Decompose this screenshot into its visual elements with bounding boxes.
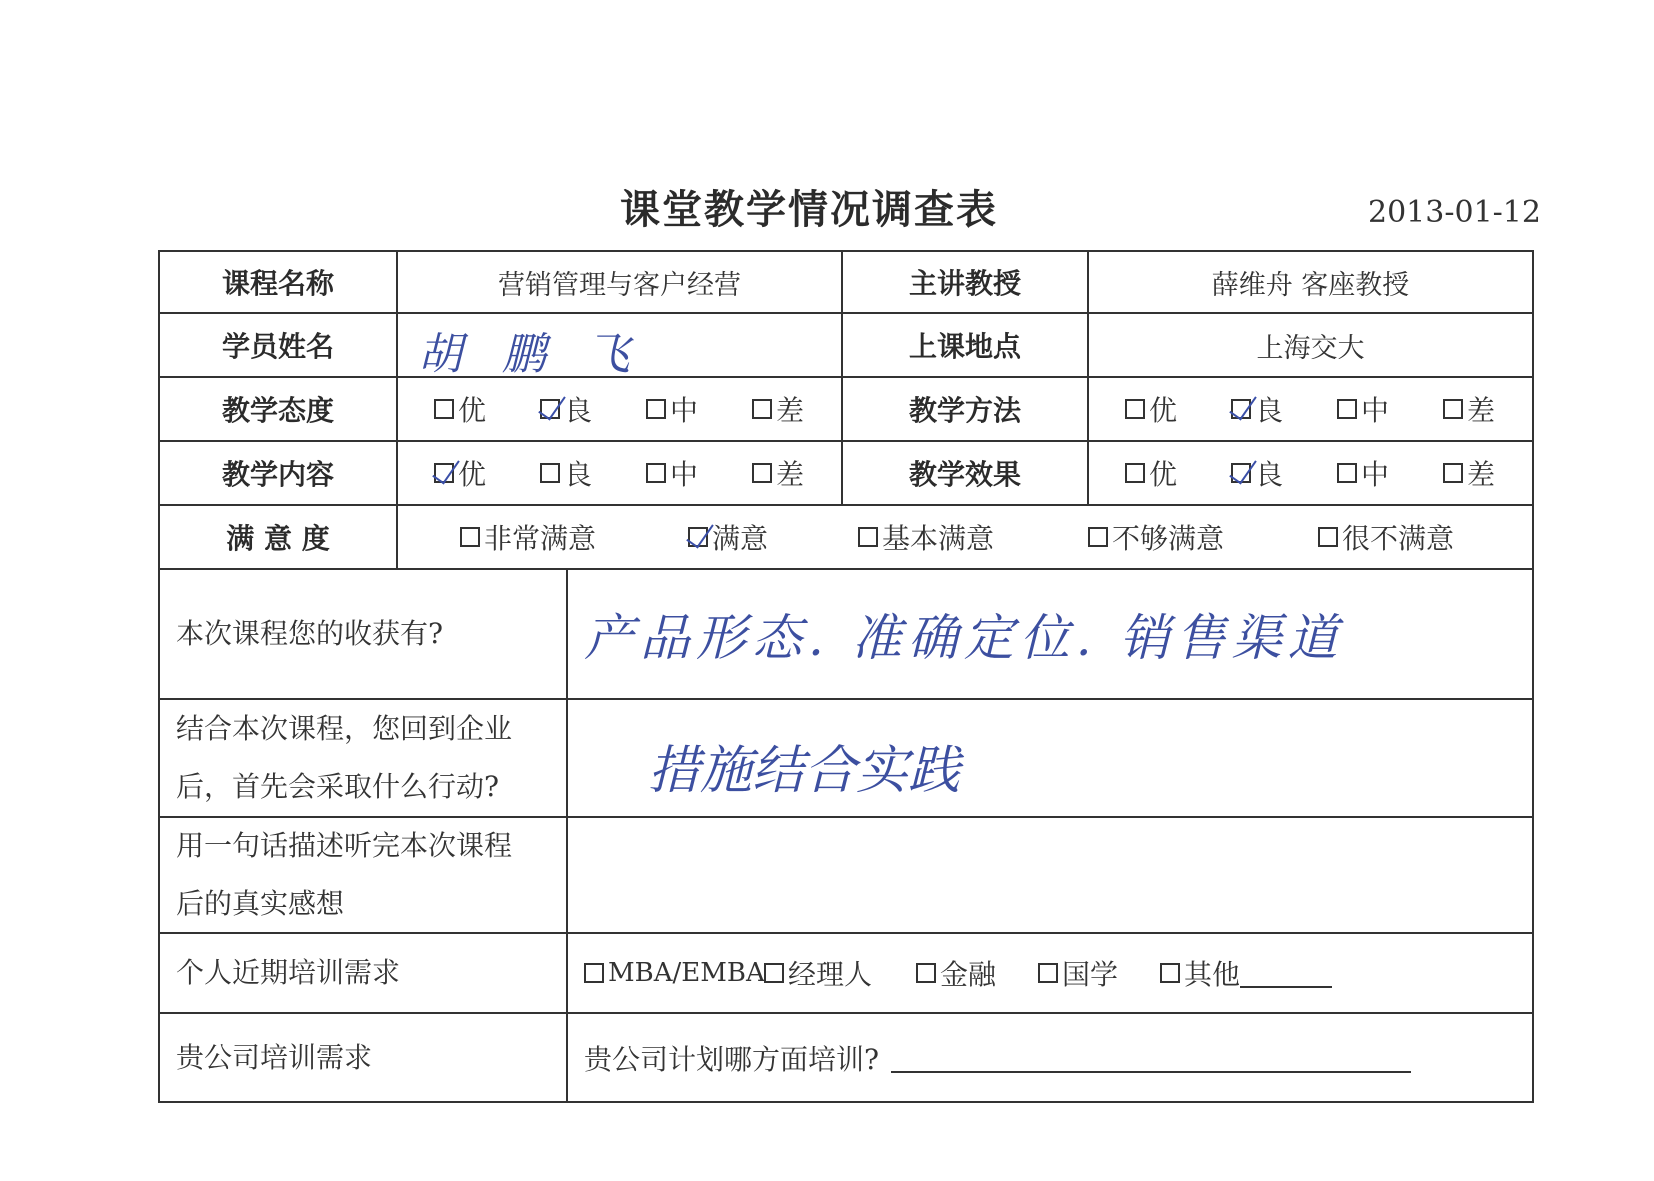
company-prompt: 贵公司计划哪方面培训?: [584, 1042, 880, 1076]
company-prompt-group: [584, 1038, 1411, 1078]
satisfaction-option[interactable]: [1088, 517, 1224, 557]
content-option[interactable]: [434, 453, 486, 493]
satisfaction-label: 满 意 度: [226, 522, 330, 555]
checkbox-icon: [1443, 463, 1463, 483]
attitude-label: 教学态度: [221, 394, 334, 427]
method-option[interactable]: [1231, 389, 1283, 429]
option-label: 其他: [1184, 958, 1241, 991]
checkbox-icon: [1337, 399, 1357, 419]
effect-option[interactable]: [1443, 453, 1495, 493]
checkbox-icon: [1318, 527, 1338, 547]
attitude-option[interactable]: [752, 389, 804, 429]
training-options: [566, 934, 1532, 1012]
checkbox-icon: [540, 463, 560, 483]
survey-form: [158, 250, 1534, 1103]
company-answer-blank[interactable]: [891, 1043, 1411, 1073]
company-row: [160, 1014, 1532, 1101]
company-answer-cell: [566, 1014, 1532, 1101]
method-options: [1087, 378, 1532, 440]
option-label: 国学: [1062, 958, 1119, 991]
option-label: 差: [1467, 394, 1496, 427]
gain-answer-handwriting: 产品形态. 准确定位. 销售渠道: [584, 609, 1344, 667]
attitude-option[interactable]: [540, 389, 592, 429]
training-option-other[interactable]: [1160, 953, 1332, 993]
checkbox-icon: [752, 399, 772, 419]
attitude-options: [396, 378, 841, 440]
attitude-row: [160, 378, 1532, 442]
training-label: 个人近期培训需求: [176, 956, 401, 989]
gain-answer-cell: [566, 570, 1532, 698]
checkbox-checked-icon: [1231, 463, 1251, 483]
checkbox-icon: [646, 399, 666, 419]
student-name-label: 学员姓名: [221, 330, 334, 363]
course-name-value: 营销管理与客户经营: [396, 252, 841, 312]
content-option[interactable]: [540, 453, 592, 493]
checkbox-icon: [752, 463, 772, 483]
company-label: 贵公司培训需求: [176, 1040, 373, 1074]
option-label: 中: [1361, 394, 1390, 427]
form-date: 2013-01-12: [1368, 195, 1541, 230]
action-question-line2: 后，首先会采取什么行动?: [176, 770, 500, 803]
effect-option[interactable]: [1125, 453, 1177, 493]
satisfaction-option[interactable]: [460, 517, 596, 557]
action-row: [160, 700, 1532, 818]
checkbox-icon: [1443, 399, 1463, 419]
gain-row: [160, 570, 1532, 700]
attitude-option[interactable]: [434, 389, 486, 429]
satisfaction-row: [160, 506, 1532, 570]
action-question-line1: 结合本次课程，您回到企业: [176, 712, 513, 745]
checkbox-checked-icon: [688, 527, 708, 547]
option-label: 满意: [712, 522, 769, 555]
option-label: 非常满意: [484, 522, 597, 555]
option-label: 优: [458, 394, 487, 427]
method-option[interactable]: [1337, 389, 1389, 429]
checkbox-icon: [1088, 527, 1108, 547]
feeling-answer-cell[interactable]: [566, 818, 1532, 932]
content-row: [160, 442, 1532, 506]
training-option-mba[interactable]: [584, 958, 765, 988]
content-label: 教学内容: [221, 458, 334, 491]
option-label: 很不满意: [1342, 522, 1455, 555]
action-answer-cell: [566, 700, 1532, 816]
gain-question: 本次课程您的收获有?: [176, 617, 444, 650]
option-label: 金融: [940, 958, 997, 991]
option-label: 中: [670, 458, 699, 491]
attitude-option[interactable]: [646, 389, 698, 429]
option-label: 经理人: [788, 958, 873, 991]
option-label: 差: [776, 394, 805, 427]
option-label: 良: [1255, 458, 1284, 491]
student-row: [160, 314, 1532, 378]
checkbox-icon: [646, 463, 666, 483]
other-blank[interactable]: [1240, 958, 1332, 988]
option-label: 良: [564, 458, 593, 491]
method-option[interactable]: [1443, 389, 1495, 429]
feeling-question-line2: 后的真实感想: [176, 887, 345, 920]
option-label: 差: [776, 458, 805, 491]
checkbox-icon: [764, 963, 784, 983]
student-name-handwriting: 胡鹏飞: [418, 329, 670, 380]
checkbox-icon: [460, 527, 480, 547]
training-row: [160, 934, 1532, 1014]
checkbox-icon: [1125, 399, 1145, 419]
option-label: 差: [1467, 458, 1496, 491]
effect-option[interactable]: [1231, 453, 1283, 493]
method-option[interactable]: [1125, 389, 1177, 429]
option-label: 良: [564, 394, 593, 427]
course-name-label: 课程名称: [221, 267, 334, 300]
effect-option[interactable]: [1337, 453, 1389, 493]
option-label: 中: [670, 394, 699, 427]
feeling-question-line1: 用一句话描述听完本次课程: [176, 829, 513, 862]
option-label: 优: [1149, 458, 1178, 491]
method-label: 教学方法: [841, 378, 1087, 440]
professor-label: 主讲教授: [841, 252, 1087, 312]
course-row: [160, 252, 1532, 314]
location-value: 上海交大: [1087, 314, 1532, 376]
student-name-cell: [396, 314, 841, 380]
effect-label: 教学效果: [841, 442, 1087, 504]
effect-options: [1087, 442, 1532, 504]
form-title: 课堂教学情况调查表: [620, 187, 998, 233]
action-question: [160, 700, 566, 816]
option-label: 优: [458, 458, 487, 491]
checkbox-icon: [1125, 463, 1145, 483]
checkbox-icon: [858, 527, 878, 547]
content-option[interactable]: [646, 453, 698, 493]
option-label: 基本满意: [882, 522, 995, 555]
checkbox-icon: [434, 399, 454, 419]
checkbox-icon: [584, 963, 604, 983]
checkbox-icon: [1160, 963, 1180, 983]
option-label: 良: [1255, 394, 1284, 427]
content-option[interactable]: [752, 453, 804, 493]
satisfaction-option[interactable]: [1318, 517, 1454, 557]
checkbox-icon: [916, 963, 936, 983]
feeling-question: [160, 818, 566, 932]
checkbox-icon: [1337, 463, 1357, 483]
checkbox-checked-icon: [1231, 399, 1251, 419]
content-options: [396, 442, 841, 504]
professor-value: 薛维舟 客座教授: [1087, 252, 1532, 312]
satisfaction-option[interactable]: [688, 517, 768, 557]
satisfaction-option[interactable]: [858, 517, 994, 557]
option-label: MBA/EMBA: [608, 958, 765, 988]
training-option-guoxue[interactable]: [1038, 953, 1118, 993]
training-option-finance[interactable]: [916, 953, 996, 993]
option-label: 优: [1149, 394, 1178, 427]
action-answer-handwriting: 措施结合实践: [648, 741, 961, 801]
location-label: 上课地点: [841, 314, 1087, 376]
satisfaction-options: [396, 506, 1532, 568]
checkbox-checked-icon: [540, 399, 560, 419]
option-label: 不够满意: [1112, 522, 1225, 555]
checkbox-checked-icon: [434, 463, 454, 483]
training-option-manager[interactable]: [764, 953, 872, 993]
checkbox-icon: [1038, 963, 1058, 983]
option-label: 中: [1361, 458, 1390, 491]
feeling-row: [160, 818, 1532, 934]
